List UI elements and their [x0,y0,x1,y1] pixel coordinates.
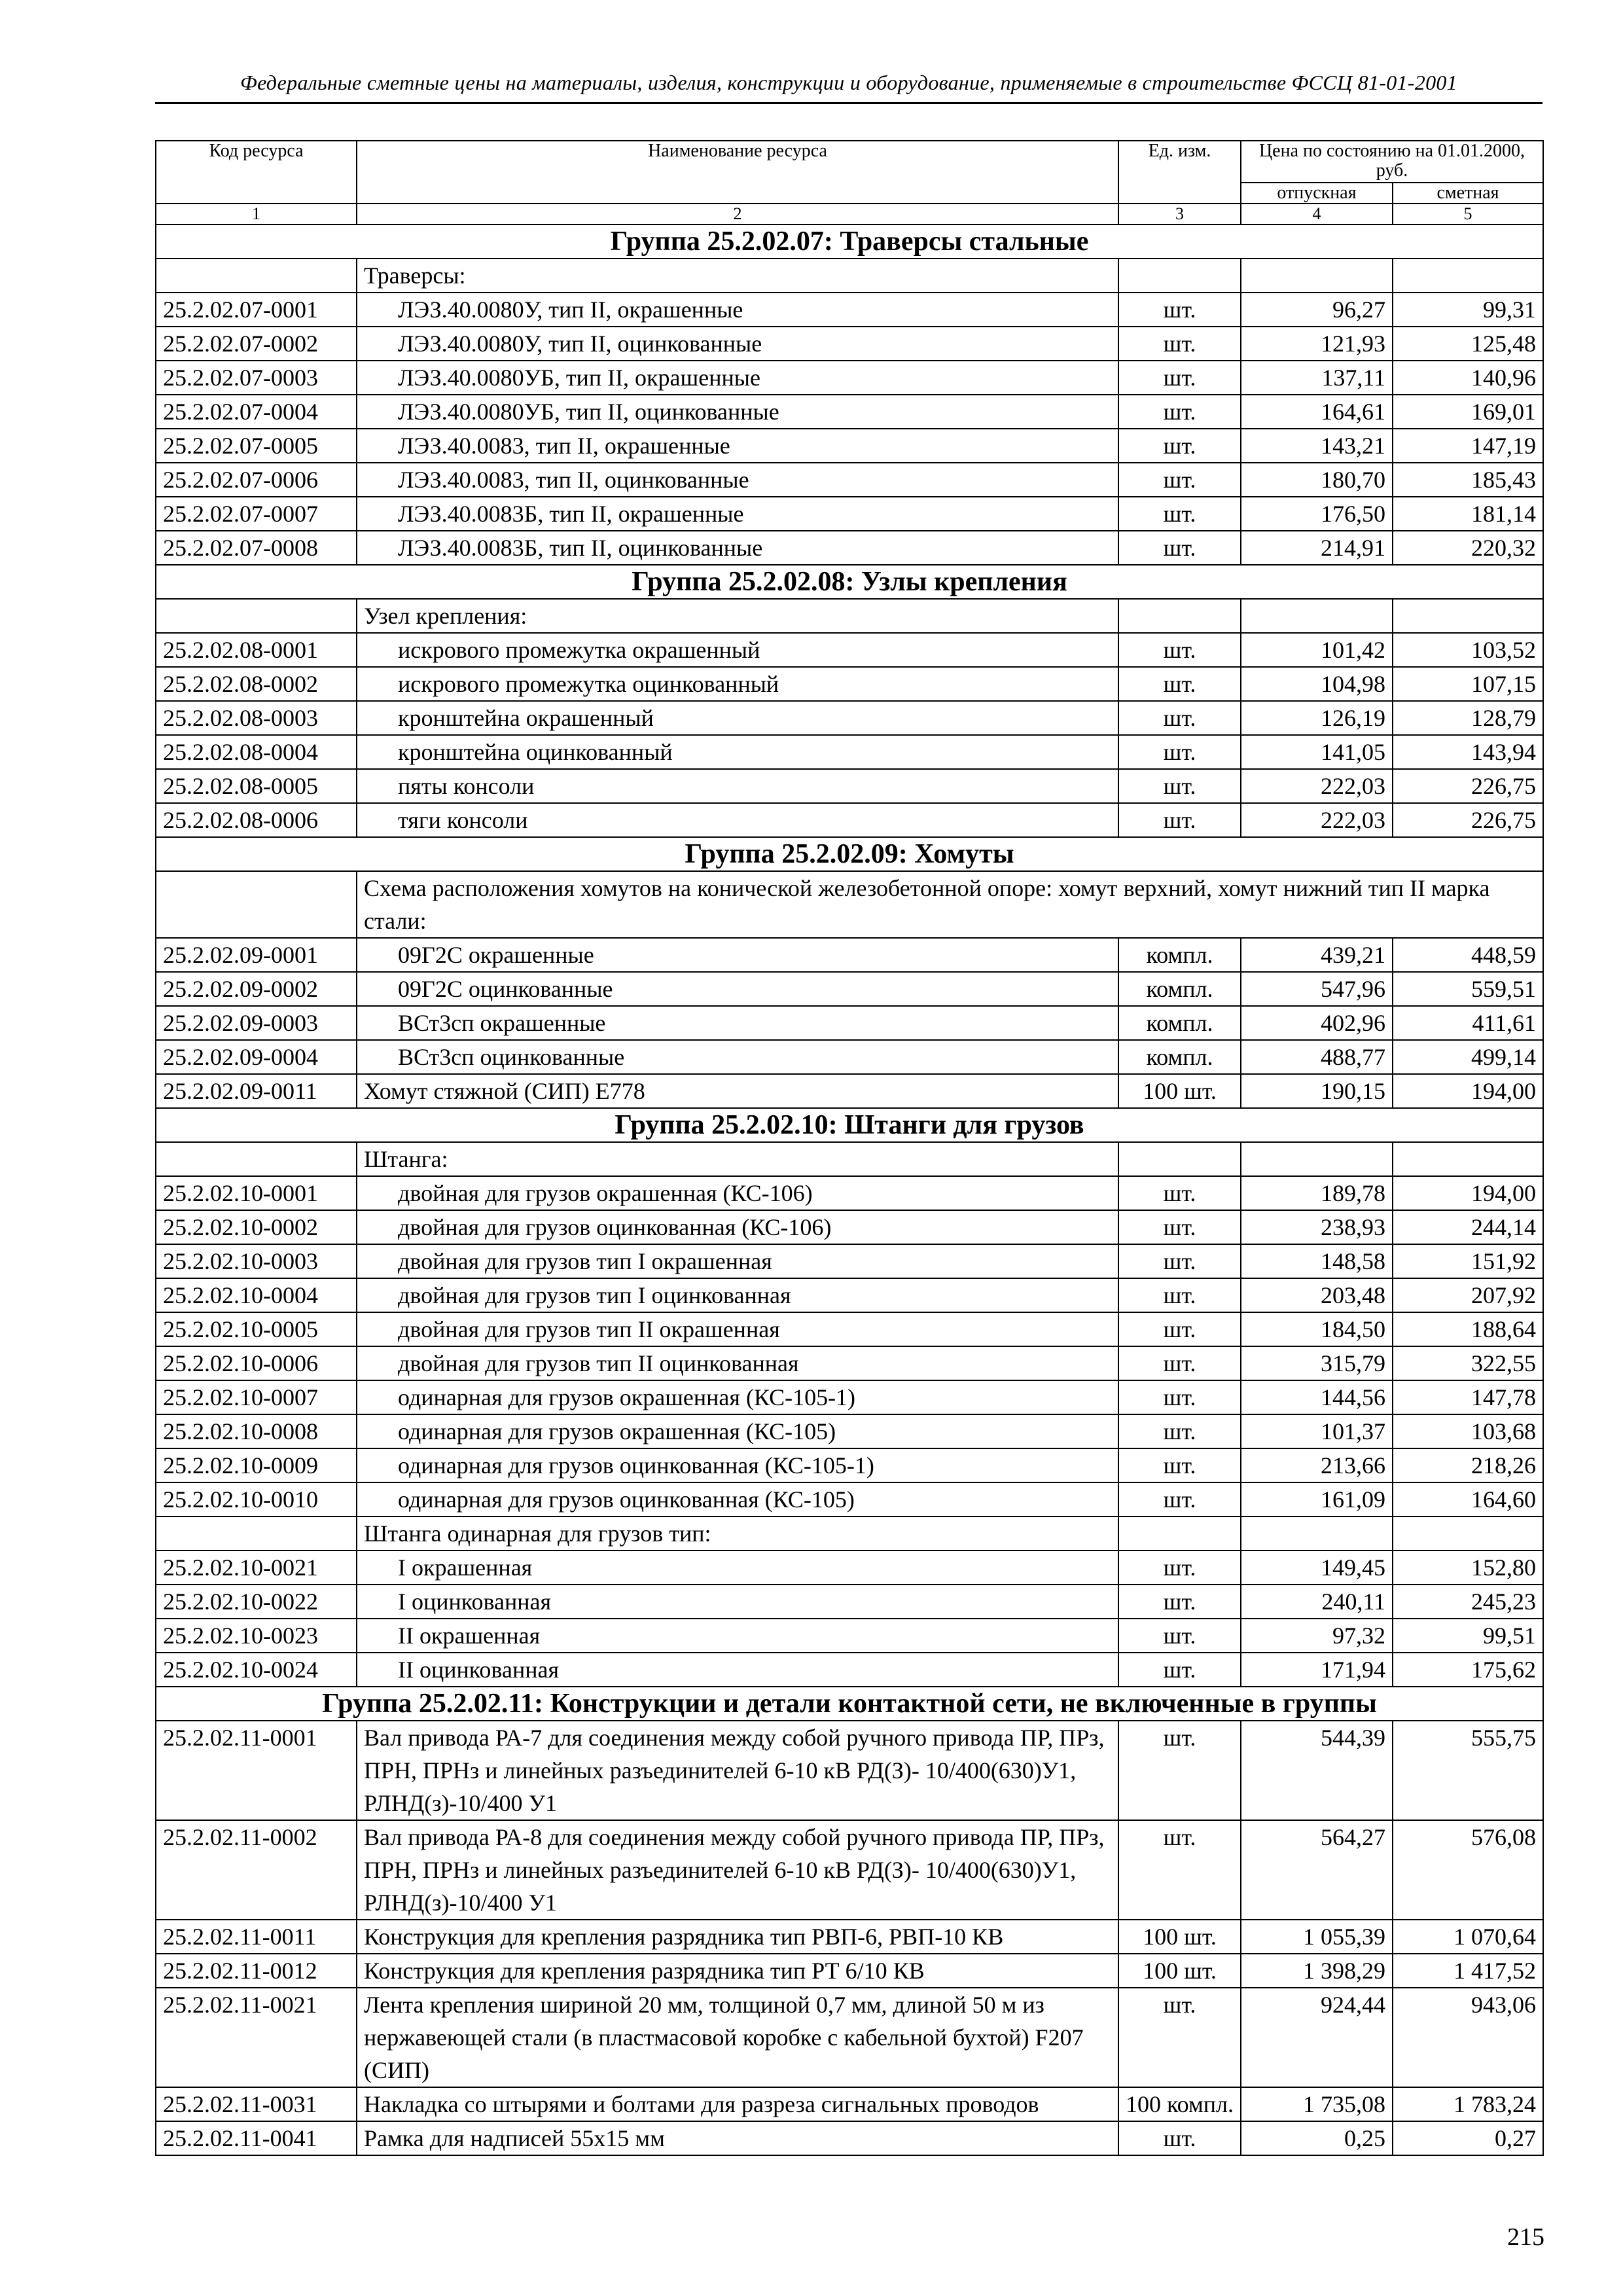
table-row [156,327,1543,361]
unit: шт. [1118,1619,1241,1653]
subgroup-label: Штанга одинарная для грузов тип: [357,1516,1118,1551]
resource-name: Лента крепления шириной 20 мм, толщиной 0,7 мм, длиной 50 м из нержавеющей стали (в пластмасовой коробке с кабельной бухтой) F207 (СИП) [357,1988,1118,2087]
empty-code-cell [156,1142,357,1176]
table-row [156,2121,1543,2155]
unit: 100 шт. [1118,1074,1241,1108]
resource-code: 25.2.02.09-0011 [156,1074,357,1108]
resource-name: двойная для грузов тип II окрашенная [357,1312,1118,1346]
unit: шт. [1118,1551,1241,1585]
estimate-price: 244,14 [1393,1210,1543,1244]
estimate-price: 152,80 [1393,1551,1543,1585]
estimate-price: 143,94 [1393,735,1543,769]
resource-name: искрового промежутка оцинкованный [357,667,1118,701]
unit: компл. [1118,972,1241,1006]
release-price: 190,15 [1241,1074,1393,1108]
estimate-price: 188,64 [1393,1312,1543,1346]
unit: шт. [1118,1585,1241,1619]
resource-code: 25.2.02.08-0004 [156,735,357,769]
release-price: 214,91 [1241,531,1393,565]
header-rule [155,102,1543,104]
table-row [156,1551,1543,1585]
resource-name: ЛЭЗ.40.0080УБ, тип II, окрашенные [357,361,1118,395]
unit: шт. [1118,1312,1241,1346]
group-title: Группа 25.2.02.10: Штанги для грузов [156,1108,1543,1142]
resource-name: одинарная для грузов окрашенная (КС-105-1) [357,1380,1118,1414]
estimate-price: 220,32 [1393,531,1543,565]
resource-name: ЛЭЗ.40.0083, тип II, оцинкованные [357,463,1118,497]
unit: компл. [1118,1040,1241,1074]
estimate-price: 128,79 [1393,701,1543,735]
estimate-price: 140,96 [1393,361,1543,395]
estimate-price: 576,08 [1393,1820,1543,1920]
unit: 100 компл. [1118,2087,1241,2121]
resource-name: ЛЭЗ.40.0083, тип II, окрашенные [357,429,1118,463]
resource-name: двойная для грузов тип I оцинкованная [357,1278,1118,1312]
table-row [156,1278,1543,1312]
resource-code: 25.2.02.07-0006 [156,463,357,497]
resource-name: II окрашенная [357,1619,1118,1653]
resource-code: 25.2.02.10-0008 [156,1414,357,1448]
release-price: 121,93 [1241,327,1393,361]
unit: шт. [1118,1482,1241,1516]
estimate-price: 103,52 [1393,633,1543,667]
release-price: 149,45 [1241,1551,1393,1585]
unit: шт. [1118,361,1241,395]
table-row [156,1414,1543,1448]
resource-name: ЛЭЗ.40.0080УБ, тип II, оцинкованные [357,395,1118,429]
resource-code: 25.2.02.10-0007 [156,1380,357,1414]
unit: шт. [1118,1210,1241,1244]
unit: шт. [1118,1721,1241,1820]
estimate-price: 164,60 [1393,1482,1543,1516]
release-price: 189,78 [1241,1176,1393,1210]
release-price: 564,27 [1241,1820,1393,1920]
empty-code-cell [156,871,357,938]
empty-code-cell [156,599,357,633]
column-header-unit: Ед. изм. [1118,141,1241,204]
release-price: 315,79 [1241,1346,1393,1380]
table-row [156,1074,1543,1108]
resource-name: двойная для грузов окрашенная (КС-106) [357,1176,1118,1210]
table-row [156,531,1543,565]
release-price: 1 398,29 [1241,1954,1393,1988]
unit: шт. [1118,1448,1241,1482]
resource-code: 25.2.02.11-0012 [156,1954,357,1988]
resource-code: 25.2.02.07-0004 [156,395,357,429]
estimate-price: 448,59 [1393,938,1543,972]
unit: шт. [1118,1278,1241,1312]
resource-name: II оцинкованная [357,1653,1118,1687]
resource-code: 25.2.02.11-0031 [156,2087,357,2121]
estimate-price: 943,06 [1393,1988,1543,2087]
column-number: 5 [1393,204,1543,224]
release-price: 101,37 [1241,1414,1393,1448]
resource-name: I оцинкованная [357,1585,1118,1619]
empty-code-cell [156,259,357,293]
resource-code: 25.2.02.07-0008 [156,531,357,565]
release-price: 238,93 [1241,1210,1393,1244]
unit: 100 шт. [1118,1920,1241,1954]
unit: шт. [1118,1820,1241,1920]
column-header-release: отпускная [1241,183,1393,204]
unit: компл. [1118,1006,1241,1040]
release-price: 1 735,08 [1241,2087,1393,2121]
column-number: 3 [1118,204,1241,224]
resource-name: ВСт3сп оцинкованные [357,1040,1118,1074]
resource-name: I окрашенная [357,1551,1118,1585]
subgroup-label: Штанга: [357,1142,1118,1176]
unit: шт. [1118,1414,1241,1448]
resource-name: ЛЭЗ.40.0080У, тип II, оцинкованные [357,327,1118,361]
resource-name: одинарная для грузов оцинкованная (КС-105-1) [357,1448,1118,1482]
resource-code: 25.2.02.10-0024 [156,1653,357,1687]
resource-name: одинарная для грузов окрашенная (КС-105) [357,1414,1118,1448]
release-price: 144,56 [1241,1380,1393,1414]
release-price: 137,11 [1241,361,1393,395]
estimate-price: 175,62 [1393,1653,1543,1687]
resource-code: 25.2.02.10-0021 [156,1551,357,1585]
release-price: 104,98 [1241,667,1393,701]
table-row [156,1006,1543,1040]
resource-code: 25.2.02.10-0010 [156,1482,357,1516]
table-row [156,938,1543,972]
table-row [156,293,1543,327]
group-title: Группа 25.2.02.08: Узлы крепления [156,565,1543,599]
resource-code: 25.2.02.10-0005 [156,1312,357,1346]
resource-code: 25.2.02.07-0007 [156,497,357,531]
group-title: Группа 25.2.02.09: Хомуты [156,837,1543,871]
column-header-code: Код ресурса [156,141,357,204]
table-row [156,1346,1543,1380]
resource-code: 25.2.02.10-0006 [156,1346,357,1380]
resource-code: 25.2.02.07-0001 [156,293,357,327]
release-price: 176,50 [1241,497,1393,531]
resource-name: Вал привода РА-7 для соединения между собой ручного привода ПР, ПРз, ПРН, ПРНз и линейных разъединителей 6-10 кВ РД(З)- 10/400(630)У1, РЛНД(з)-10/400 У1 [357,1721,1118,1820]
resource-code: 25.2.02.11-0001 [156,1721,357,1820]
subgroup-label: Узел крепления: [357,599,1118,633]
unit: шт. [1118,1988,1241,2087]
unit: шт. [1118,429,1241,463]
resource-code: 25.2.02.08-0003 [156,701,357,735]
release-price: 547,96 [1241,972,1393,1006]
release-price: 544,39 [1241,1721,1393,1820]
resource-name: Конструкция для крепления разрядника тип РТ 6/10 КВ [357,1954,1118,1988]
table-row [156,1380,1543,1414]
release-price: 402,96 [1241,1006,1393,1040]
release-price: 213,66 [1241,1448,1393,1482]
estimate-price: 411,61 [1393,1006,1543,1040]
resource-code: 25.2.02.08-0002 [156,667,357,701]
table-row [156,1312,1543,1346]
table-row [156,395,1543,429]
table-row [156,1210,1543,1244]
page-header: Федеральные сметные цены на материалы, изделия, конструкции и оборудование, применяемые в строительстве ФССЦ 81-01-2001 [240,71,1457,94]
table-row [156,429,1543,463]
price-table [155,140,1544,2156]
resource-code: 25.2.02.10-0002 [156,1210,357,1244]
estimate-price: 194,00 [1393,1176,1543,1210]
estimate-price: 499,14 [1393,1040,1543,1074]
resource-code: 25.2.02.09-0001 [156,938,357,972]
subgroup-label: Траверсы: [357,259,1118,293]
table-row [156,1448,1543,1482]
resource-name: двойная для грузов тип I окрашенная [357,1244,1118,1278]
estimate-price: 322,55 [1393,1346,1543,1380]
estimate-price: 185,43 [1393,463,1543,497]
estimate-price: 169,01 [1393,395,1543,429]
table-row [156,667,1543,701]
release-price: 126,19 [1241,701,1393,735]
column-header-name: Наименование ресурса [357,141,1118,204]
table-row [156,1040,1543,1074]
table-row [156,2087,1543,2121]
resource-code: 25.2.02.09-0004 [156,1040,357,1074]
unit: шт. [1118,1653,1241,1687]
table-row [156,1176,1543,1210]
release-price: 439,21 [1241,938,1393,972]
estimate-price: 103,68 [1393,1414,1543,1448]
resource-code: 25.2.02.09-0003 [156,1006,357,1040]
unit: шт. [1118,1380,1241,1414]
unit: шт. [1118,735,1241,769]
unit: шт. [1118,803,1241,837]
estimate-price: 181,14 [1393,497,1543,531]
table-row [156,769,1543,803]
column-number: 1 [156,204,357,224]
estimate-price: 147,78 [1393,1380,1543,1414]
resource-name: тяги консоли [357,803,1118,837]
group-title: Группа 25.2.02.07: Траверсы стальные [156,224,1543,259]
resource-name: искрового промежутка окрашенный [357,633,1118,667]
estimate-price: 125,48 [1393,327,1543,361]
release-price: 161,09 [1241,1482,1393,1516]
estimate-price: 226,75 [1393,769,1543,803]
release-price: 222,03 [1241,803,1393,837]
resource-code: 25.2.02.10-0023 [156,1619,357,1653]
release-price: 164,61 [1241,395,1393,429]
release-price: 171,94 [1241,1653,1393,1687]
resource-code: 25.2.02.11-0021 [156,1988,357,2087]
unit: шт. [1118,769,1241,803]
unit: шт. [1118,701,1241,735]
estimate-price: 226,75 [1393,803,1543,837]
group-title: Группа 25.2.02.11: Конструкции и детали контактной сети, не включенные в группы [156,1687,1543,1721]
table-row [156,463,1543,497]
table-row [156,701,1543,735]
page-number: 215 [1507,2223,1544,2251]
resource-code: 25.2.02.08-0006 [156,803,357,837]
release-price: 143,21 [1241,429,1393,463]
unit: шт. [1118,1176,1241,1210]
estimate-price: 147,19 [1393,429,1543,463]
resource-name: ЛЭЗ.40.0083Б, тип II, оцинкованные [357,531,1118,565]
resource-code: 25.2.02.10-0004 [156,1278,357,1312]
resource-code: 25.2.02.11-0041 [156,2121,357,2155]
estimate-price: 1 417,52 [1393,1954,1543,1988]
release-price: 222,03 [1241,769,1393,803]
table-row [156,361,1543,395]
unit: шт. [1118,395,1241,429]
release-price: 488,77 [1241,1040,1393,1074]
resource-name: Рамка для надписей 55х15 мм [357,2121,1118,2155]
table-row [156,972,1543,1006]
unit: шт. [1118,497,1241,531]
resource-code: 25.2.02.10-0001 [156,1176,357,1210]
table-row [156,1619,1543,1653]
table-row [156,633,1543,667]
estimate-price: 1 783,24 [1393,2087,1543,2121]
release-price: 141,05 [1241,735,1393,769]
table-row [156,735,1543,769]
estimate-price: 151,92 [1393,1244,1543,1278]
resource-name: одинарная для грузов оцинкованная (КС-105) [357,1482,1118,1516]
release-price: 924,44 [1241,1988,1393,2087]
estimate-price: 99,51 [1393,1619,1543,1653]
resource-name: двойная для грузов оцинкованная (КС-106) [357,1210,1118,1244]
release-price: 1 055,39 [1241,1920,1393,1954]
column-header-estimate: сметная [1393,183,1543,204]
unit: шт. [1118,1244,1241,1278]
unit: шт. [1118,633,1241,667]
table-row [156,1721,1543,1820]
release-price: 97,32 [1241,1619,1393,1653]
resource-name: Накладка со штырями и болтами для разреза сигнальных проводов [357,2087,1118,2121]
release-price: 101,42 [1241,633,1393,667]
resource-name: ЛЭЗ.40.0083Б, тип II, окрашенные [357,497,1118,531]
unit: компл. [1118,938,1241,972]
resource-name: пяты консоли [357,769,1118,803]
resource-name: ВСт3сп окрашенные [357,1006,1118,1040]
resource-code: 25.2.02.11-0011 [156,1920,357,1954]
table-row [156,1482,1543,1516]
resource-name: Вал привода РА-8 для соединения между собой ручного привода ПР, ПРз, ПРН, ПРНз и линейных разъединителей 6-10 кВ РД(З)- 10/400(630)У1, РЛНД(з)-10/400 У1 [357,1820,1118,1920]
resource-code: 25.2.02.10-0022 [156,1585,357,1619]
resource-name: Конструкция для крепления разрядника тип РВП-6, РВП-10 КВ [357,1920,1118,1954]
column-number: 2 [357,204,1118,224]
resource-name: кронштейна оцинкованный [357,735,1118,769]
unit: шт. [1118,1346,1241,1380]
resource-name: двойная для грузов тип II оцинкованная [357,1346,1118,1380]
unit: шт. [1118,293,1241,327]
release-price: 180,70 [1241,463,1393,497]
unit: шт. [1118,667,1241,701]
table-row [156,803,1543,837]
table-row [156,1585,1543,1619]
resource-code: 25.2.02.08-0001 [156,633,357,667]
release-price: 203,48 [1241,1278,1393,1312]
resource-name: ЛЭЗ.40.0080У, тип II, окрашенные [357,293,1118,327]
unit: шт. [1118,2121,1241,2155]
estimate-price: 107,15 [1393,667,1543,701]
estimate-price: 559,51 [1393,972,1543,1006]
estimate-price: 1 070,64 [1393,1920,1543,1954]
column-header-price: Цена по состоянию на 01.01.2000, руб. [1241,141,1543,183]
release-price: 184,50 [1241,1312,1393,1346]
unit: шт. [1118,531,1241,565]
estimate-price: 207,92 [1393,1278,1543,1312]
table-row [156,497,1543,531]
release-price: 148,58 [1241,1244,1393,1278]
resource-name: Хомут стяжной (СИП) Е778 [357,1074,1118,1108]
resource-code: 25.2.02.10-0009 [156,1448,357,1482]
estimate-price: 218,26 [1393,1448,1543,1482]
release-price: 0,25 [1241,2121,1393,2155]
resource-code: 25.2.02.07-0005 [156,429,357,463]
table-row [156,1988,1543,2087]
estimate-price: 555,75 [1393,1721,1543,1820]
column-number: 4 [1241,204,1393,224]
resource-code: 25.2.02.07-0002 [156,327,357,361]
table-row [156,1653,1543,1687]
table-row [156,1244,1543,1278]
estimate-price: 194,00 [1393,1074,1543,1108]
resource-code: 25.2.02.08-0005 [156,769,357,803]
unit: 100 шт. [1118,1954,1241,1988]
release-price: 96,27 [1241,293,1393,327]
resource-name: 09Г2С оцинкованные [357,972,1118,1006]
resource-name: 09Г2С окрашенные [357,938,1118,972]
empty-code-cell [156,1516,357,1551]
table-row [156,1954,1543,1988]
estimate-price: 245,23 [1393,1585,1543,1619]
release-price: 240,11 [1241,1585,1393,1619]
resource-code: 25.2.02.10-0003 [156,1244,357,1278]
resource-code: 25.2.02.09-0002 [156,972,357,1006]
resource-name: кронштейна окрашенный [357,701,1118,735]
estimate-price: 0,27 [1393,2121,1543,2155]
unit: шт. [1118,463,1241,497]
subgroup-label: Схема расположения хомутов на конической железобетонной опоре: хомут верхний, хомут нижний тип II марка стали: [357,871,1543,938]
resource-code: 25.2.02.11-0002 [156,1820,357,1920]
table-row [156,1820,1543,1920]
resource-code: 25.2.02.07-0003 [156,361,357,395]
estimate-price: 99,31 [1393,293,1543,327]
unit: шт. [1118,327,1241,361]
table-row [156,1920,1543,1954]
